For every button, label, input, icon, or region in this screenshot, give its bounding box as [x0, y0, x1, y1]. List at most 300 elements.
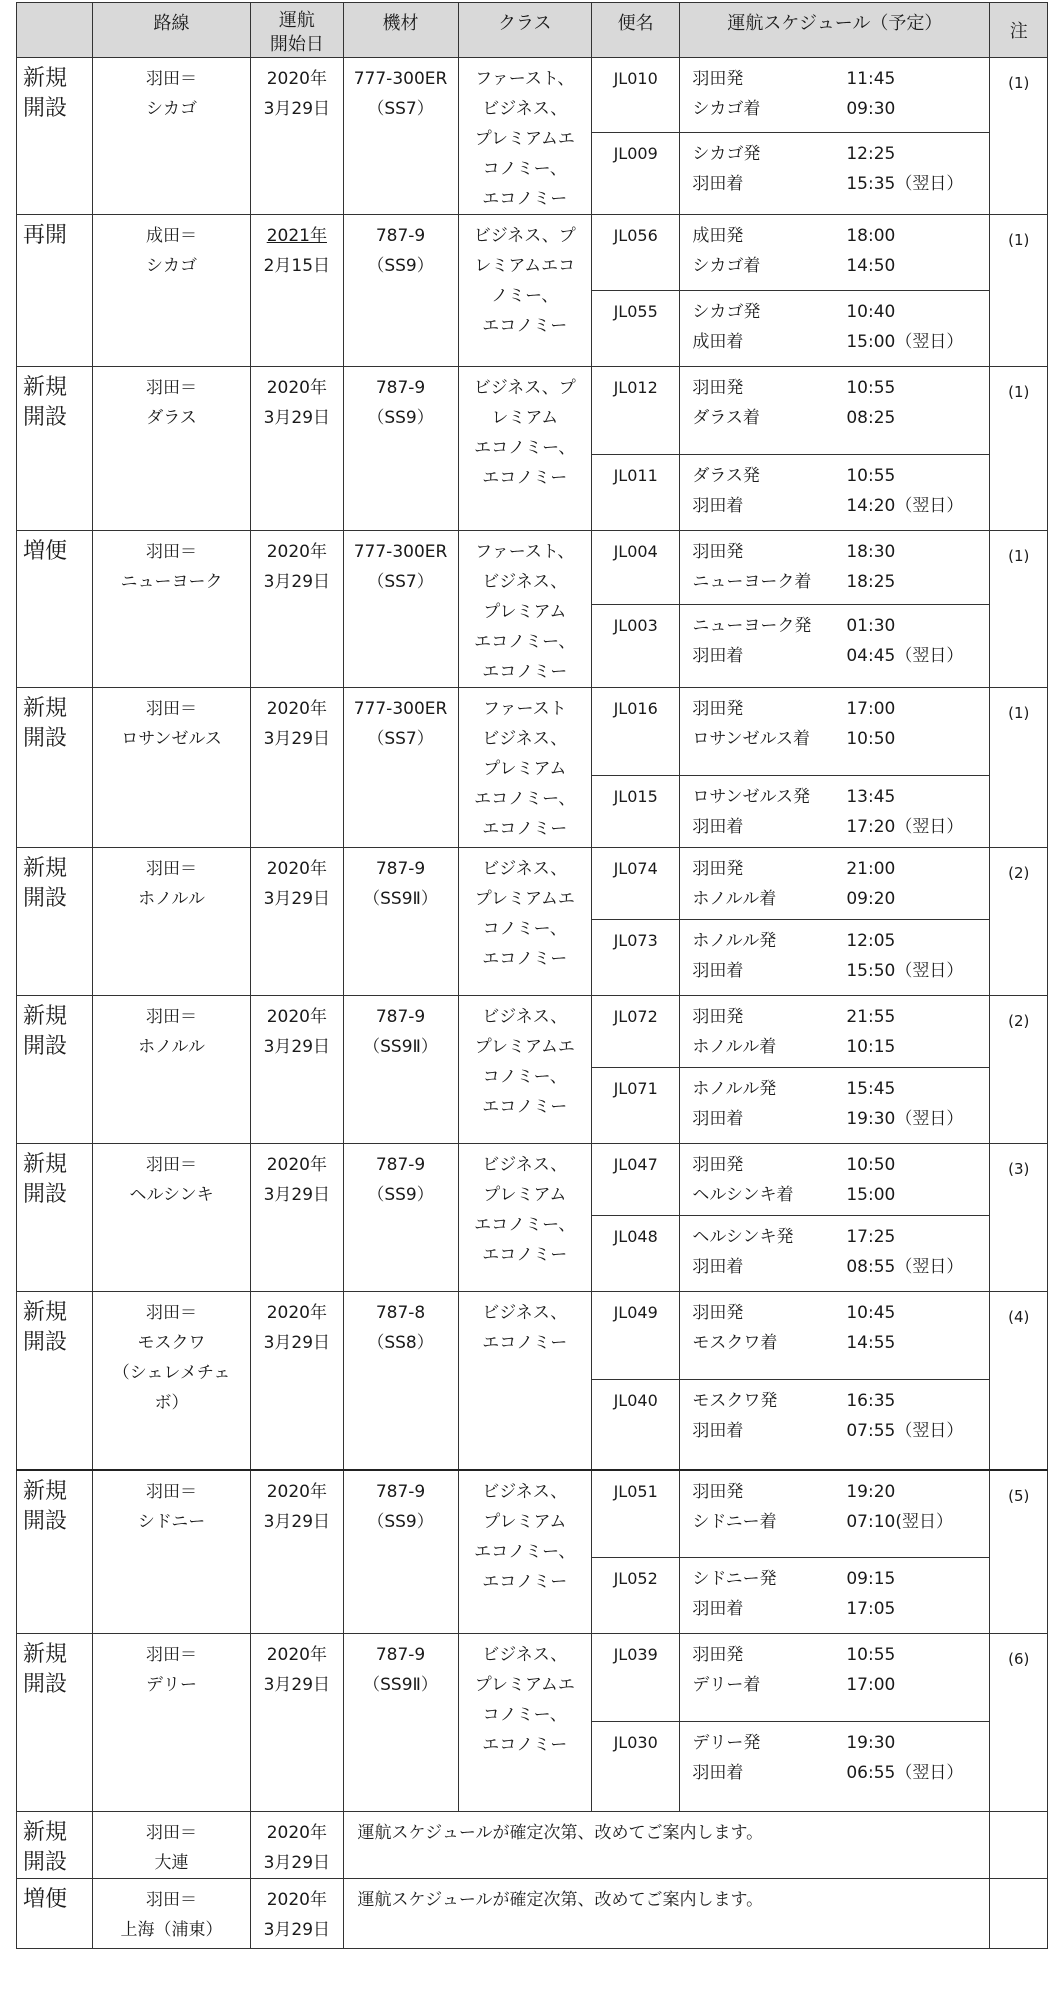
- text-line: 787-9: [375, 1007, 426, 1027]
- text-line: 新規: [23, 1478, 68, 1504]
- schedule-line: [692, 567, 989, 597]
- aircraft: [343, 688, 458, 848]
- schedule-time: 10:55: [846, 466, 896, 486]
- text-line: 羽田＝: [146, 1303, 198, 1323]
- text-line: 2020年: [266, 1890, 327, 1910]
- flight-number: JL047: [592, 1144, 680, 1216]
- flight-schedule: [680, 215, 990, 291]
- text-line: 2020年: [266, 69, 327, 89]
- flight-schedule: [680, 1634, 990, 1722]
- route-type: [17, 1812, 93, 1879]
- flight-schedule: [680, 996, 990, 1068]
- text-line: 787-9: [375, 1155, 426, 1175]
- schedule-time: 10:55: [846, 378, 896, 398]
- text-line: ビジネス、: [482, 729, 568, 749]
- route-row: [17, 688, 1048, 776]
- text-line: ビジネス、プ: [473, 378, 576, 398]
- schedule-time: 21:00: [846, 859, 896, 879]
- schedule-place: モスクワ着: [692, 1333, 778, 1353]
- schedule-line: [692, 782, 989, 812]
- text-line: シカゴ: [146, 256, 198, 276]
- flight-number: JL048: [592, 1216, 680, 1292]
- text-line: エコノミー、: [474, 438, 576, 458]
- schedule-line: [692, 1594, 989, 1624]
- start-date: [251, 58, 343, 215]
- flight-schedule: [680, 1144, 990, 1216]
- route-name: [92, 1634, 250, 1812]
- note-ref: (1): [990, 531, 1048, 688]
- schedule-tbd-message: 運航スケジュールが確定次第、改めてご案内します。: [343, 1812, 990, 1879]
- text-line: 増便: [23, 539, 68, 564]
- text-line: （SS9）: [367, 1511, 434, 1532]
- start-date: [251, 1812, 343, 1879]
- route-type: [17, 1470, 93, 1634]
- text-line: 再開: [23, 223, 68, 248]
- schedule-place: ニューヨーク着: [692, 572, 812, 592]
- schedule-line: [692, 1252, 989, 1282]
- route-row-tbd: [17, 1879, 1048, 1949]
- flight-number: JL074: [592, 848, 680, 920]
- schedule-place: 羽田着: [692, 1421, 744, 1441]
- flight-schedule: [680, 58, 990, 133]
- schedule-time: 18:00: [846, 226, 896, 246]
- start-date-year: 2021年: [266, 226, 327, 246]
- text-line: ビジネス、: [482, 1155, 568, 1175]
- schedule-line: [692, 1640, 989, 1670]
- schedule-place: ダラス発: [692, 466, 760, 486]
- schedule-time: 01:30: [846, 616, 896, 637]
- text-line: 2020年: [266, 1481, 327, 1502]
- schedule-line: [692, 327, 989, 357]
- schedule-place: 成田発: [692, 226, 744, 246]
- flight-schedule: [680, 1380, 990, 1470]
- schedule-place: 羽田着: [692, 961, 744, 981]
- schedule-line: [692, 1328, 989, 1358]
- route-name: [92, 996, 250, 1144]
- flight-number: JL039: [592, 1634, 680, 1722]
- text-line: 777-300ER: [353, 69, 448, 89]
- text-line: 2020年: [266, 1303, 327, 1323]
- flight-schedule: [680, 291, 990, 367]
- text-line: ホノルル: [138, 889, 205, 909]
- schedule-time: 07:10(翌日）: [846, 1511, 953, 1532]
- aircraft: [343, 848, 458, 996]
- route-type: [17, 688, 93, 848]
- schedule-place: 成田着: [692, 332, 744, 352]
- schedule-place: 羽田発: [692, 1155, 744, 1175]
- schedule-time: 10:45: [846, 1303, 896, 1323]
- schedule-time: 12:25: [846, 143, 896, 164]
- flight-schedule: [680, 367, 990, 455]
- schedule-place: 羽田着: [692, 817, 744, 837]
- schedule-place: 羽田発: [692, 542, 744, 562]
- text-line: エコノミー: [482, 1571, 568, 1592]
- schedule-line: [692, 1032, 989, 1062]
- text-line: ビジネス、: [482, 859, 568, 879]
- note-ref: (5): [990, 1470, 1048, 1634]
- route-row: [17, 58, 1048, 133]
- text-line: 開設: [23, 726, 68, 751]
- header-row: [17, 3, 1048, 58]
- text-line: エコノミー: [482, 819, 568, 839]
- text-line: 787-9: [375, 378, 426, 398]
- schedule-place: ニューヨーク発: [692, 616, 812, 637]
- schedule-place: 羽田発: [692, 1645, 744, 1665]
- schedule-place: シドニー着: [692, 1511, 777, 1532]
- text-line: 新規: [23, 696, 68, 721]
- schedule-time: 09:15: [846, 1569, 896, 1589]
- schedule-line: [692, 1670, 989, 1700]
- start-date: [251, 848, 343, 996]
- cabin-class: [458, 58, 591, 215]
- schedule-line: [692, 1758, 989, 1788]
- route-name: [92, 531, 250, 688]
- text-line: 羽田＝: [146, 69, 198, 89]
- text-line: エコノミー: [482, 1333, 568, 1353]
- text-line: エコノミー: [482, 316, 568, 336]
- cabin-class: [458, 1634, 591, 1812]
- flight-number: JL012: [592, 367, 680, 455]
- schedule-line: [692, 139, 989, 169]
- schedule-time: 10:40: [846, 302, 896, 322]
- text-line: 開設: [23, 1850, 68, 1875]
- text-line: 羽田＝: [146, 859, 198, 879]
- route-row: [17, 996, 1048, 1068]
- header-flight: 便名: [592, 3, 680, 58]
- text-line: プレミアムエ: [474, 1037, 575, 1057]
- text-line: 羽田＝: [146, 1890, 198, 1910]
- flight-schedule: [680, 605, 990, 688]
- text-line: ファースト、: [475, 69, 575, 89]
- schedule-time: 15:00（翌日）: [846, 332, 964, 352]
- text-line: エコノミー: [482, 468, 568, 488]
- header-class: クラス: [458, 3, 591, 58]
- schedule-place: 羽田着: [692, 1109, 744, 1129]
- schedule-place: 羽田着: [692, 1763, 744, 1783]
- text-line: 787-9: [375, 1645, 426, 1665]
- text-line: プレミアムエ: [474, 129, 575, 149]
- schedule-place: 羽田発: [692, 69, 744, 89]
- cabin-class: [458, 996, 591, 1144]
- flight-schedule: [680, 1722, 990, 1812]
- schedule-line: [692, 537, 989, 567]
- schedule-line: [692, 1150, 989, 1180]
- text-line: エコノミー: [482, 1097, 568, 1117]
- note-ref: [990, 1879, 1048, 1949]
- text-line: 開設: [23, 96, 68, 121]
- text-line: 開設: [23, 886, 68, 911]
- text-line: 787-9: [375, 859, 426, 879]
- schedule-line: [692, 461, 989, 491]
- aircraft: [343, 1144, 458, 1292]
- schedule-time: 17:25: [846, 1227, 896, 1247]
- text-line: 開設: [23, 1182, 68, 1207]
- start-date: [251, 1292, 343, 1470]
- aircraft: [343, 1634, 458, 1812]
- text-line: （SS9Ⅱ）: [363, 1675, 438, 1695]
- text-line: （SS9）: [367, 408, 434, 428]
- note-ref: (2): [990, 848, 1048, 996]
- text-line: ダラス: [146, 408, 197, 428]
- text-line: ホノルル: [138, 1037, 205, 1057]
- schedule-place: 羽田着: [692, 646, 744, 667]
- text-line: 上海（浦東）: [120, 1920, 223, 1940]
- text-line: 3月29日: [263, 1333, 331, 1353]
- text-line: プレミアム: [483, 1511, 567, 1532]
- schedule-time: 16:35: [846, 1391, 896, 1411]
- text-line: 開設: [23, 405, 68, 430]
- start-date: [251, 1634, 343, 1812]
- flight-number: JL004: [592, 531, 680, 605]
- schedule-line: [692, 926, 989, 956]
- text-line: （SS9Ⅱ）: [363, 1037, 438, 1057]
- header-start-date: 運航 開始日: [251, 3, 343, 58]
- text-line: 2020年: [266, 1823, 327, 1843]
- text-line: 羽田＝: [146, 1155, 198, 1175]
- route-name: [92, 58, 250, 215]
- text-line: （SS7）: [367, 572, 434, 592]
- text-line: ビジネス、: [482, 99, 568, 119]
- schedule-place: ロサンゼルス着: [692, 729, 810, 749]
- text-line: シカゴ: [146, 99, 198, 119]
- text-line: 787-8: [375, 1303, 426, 1323]
- flight-schedule: [680, 920, 990, 996]
- cabin-class: [458, 1144, 591, 1292]
- flight-schedule: [680, 531, 990, 605]
- schedule-line: [692, 1104, 989, 1134]
- schedule-line: [692, 694, 989, 724]
- schedule-place: シカゴ着: [692, 99, 761, 119]
- text-line: 羽田＝: [146, 1645, 198, 1665]
- schedule-time: 04:45（翌日）: [846, 646, 964, 667]
- text-line: 羽田＝: [146, 699, 198, 719]
- schedule-line: [692, 1477, 989, 1507]
- text-line: 新規: [23, 1300, 68, 1325]
- schedule-place: 羽田発: [692, 1481, 744, 1502]
- schedule-time: 18:30: [846, 542, 896, 562]
- aircraft: [343, 215, 458, 367]
- text-line: コノミー、: [482, 159, 567, 179]
- route-type: [17, 58, 93, 215]
- schedule-time: 17:20（翌日）: [846, 817, 964, 837]
- schedule-line: [692, 221, 989, 251]
- schedule-place: 羽田発: [692, 859, 744, 879]
- flight-schedule: [680, 1292, 990, 1380]
- schedule-time: 21:55: [846, 1007, 896, 1027]
- text-line: 新規: [23, 375, 68, 400]
- text-line: （SS9）: [367, 1185, 434, 1205]
- schedule-time: 17:05: [846, 1599, 896, 1619]
- flight-schedule: [680, 455, 990, 531]
- flight-schedule: [680, 1216, 990, 1292]
- flight-number: JL056: [592, 215, 680, 291]
- route-type: [17, 1879, 93, 1949]
- flight-schedule: [680, 132, 990, 214]
- header-schedule: 運航スケジュール（予定）: [680, 3, 990, 58]
- route-row-tbd: [17, 1812, 1048, 1879]
- schedule-time: 10:15: [846, 1037, 896, 1057]
- route-row: [17, 531, 1048, 605]
- text-line: プレミアムエ: [474, 889, 575, 909]
- text-line: ニューヨーク: [120, 572, 223, 592]
- flight-number: JL030: [592, 1722, 680, 1812]
- schedule-place: ダラス着: [692, 408, 760, 428]
- flight-number: JL049: [592, 1292, 680, 1380]
- text-line: （SS7）: [367, 99, 434, 119]
- text-line: プレミアムエ: [474, 1675, 575, 1695]
- text-line: エコノミー: [482, 1735, 568, 1755]
- text-line: 3月29日: [263, 408, 331, 428]
- schedule-time: 19:30: [846, 1733, 896, 1753]
- text-line: 2020年: [266, 699, 327, 719]
- schedule-line: [692, 64, 989, 94]
- note-ref: (1): [990, 215, 1048, 367]
- cabin-class: [458, 688, 591, 848]
- text-line: 3月29日: [263, 1675, 331, 1695]
- text-line: 大連: [154, 1853, 189, 1873]
- schedule-place: ホノルル発: [692, 931, 777, 951]
- schedule-line: [692, 884, 989, 914]
- text-line: エコノミー、: [474, 789, 576, 809]
- route-name: [92, 1144, 250, 1292]
- start-date: [251, 996, 343, 1144]
- text-line: ファースト: [482, 699, 567, 719]
- flight-schedule: [680, 1470, 990, 1558]
- text-line: プレミアム: [483, 602, 567, 622]
- schedule-line: [692, 1222, 989, 1252]
- text-line: コノミー、: [482, 919, 567, 939]
- text-line: モスクワ: [137, 1333, 206, 1353]
- text-line: レミアムエコ: [474, 256, 576, 276]
- schedule-time: 09:30: [846, 99, 896, 119]
- text-line: 3月29日: [263, 572, 331, 592]
- route-name: [92, 1879, 250, 1949]
- schedule-line: [692, 1416, 989, 1446]
- text-line: 新規: [23, 1004, 68, 1029]
- text-line: 羽田＝: [146, 1007, 198, 1027]
- text-line: 3月29日: [263, 1511, 331, 1532]
- text-line: 2020年: [266, 378, 327, 398]
- flight-number: JL073: [592, 920, 680, 996]
- note-ref: [990, 1812, 1048, 1879]
- aircraft: [343, 58, 458, 215]
- text-line: 羽田＝: [146, 1823, 198, 1843]
- text-line: 新規: [23, 66, 68, 91]
- route-name: [92, 1292, 250, 1470]
- aircraft: [343, 1470, 458, 1634]
- schedule-place: 羽田発: [692, 378, 744, 398]
- cabin-class: [458, 1470, 591, 1634]
- schedule-time: 15:00: [846, 1185, 896, 1205]
- text-line: 787-9: [375, 226, 426, 246]
- start-date: [251, 215, 343, 367]
- schedule-time: 14:50: [846, 256, 896, 276]
- text-line: エコノミー: [482, 189, 568, 209]
- schedule-place: ホノルル発: [692, 1079, 777, 1099]
- text-line: 777-300ER: [353, 699, 448, 719]
- schedule-time: 10:55: [846, 1645, 896, 1665]
- cabin-class: [458, 848, 591, 996]
- text-line: ビジネス、プ: [473, 226, 576, 246]
- cabin-class: [458, 531, 591, 688]
- flight-schedule: [680, 1068, 990, 1144]
- text-line: ビジネス、: [482, 1303, 568, 1323]
- text-line: 開設: [23, 1330, 68, 1355]
- flight-number: JL003: [592, 605, 680, 688]
- schedule-line: [692, 491, 989, 521]
- schedule-time: 15:45: [846, 1079, 896, 1099]
- text-line: 3月29日: [263, 889, 331, 909]
- text-line: プレミアム: [483, 759, 567, 779]
- schedule-line: [692, 1180, 989, 1210]
- text-line: エコノミー、: [474, 1541, 576, 1562]
- flight-number: JL071: [592, 1068, 680, 1144]
- schedule-time: 10:50: [846, 729, 896, 749]
- text-line: 787-9: [375, 1481, 426, 1502]
- schedule-place: ヘルシンキ着: [692, 1185, 794, 1205]
- schedule-line: [692, 297, 989, 327]
- start-date: [251, 1470, 343, 1634]
- text-line: プレミアム: [483, 1185, 567, 1205]
- text-line: ファースト、: [475, 542, 575, 562]
- schedule-line: [692, 724, 989, 754]
- schedule-line: [692, 94, 989, 124]
- route-row: [17, 1144, 1048, 1216]
- route-type: [17, 531, 93, 688]
- text-line: （SS9Ⅱ）: [363, 889, 438, 909]
- text-line: デリー: [146, 1675, 198, 1695]
- route-row: [17, 1292, 1048, 1380]
- schedule-place: シカゴ着: [692, 256, 761, 276]
- schedule-line: [692, 1564, 989, 1594]
- note-ref: (3): [990, 1144, 1048, 1292]
- note-ref: (1): [990, 688, 1048, 848]
- route-name: [92, 1470, 250, 1634]
- text-line: 新規: [23, 1642, 68, 1667]
- text-line: （シェレメチェ: [112, 1363, 231, 1383]
- start-date: [251, 531, 343, 688]
- schedule-place: モスクワ発: [692, 1391, 778, 1411]
- schedule-time: 17:00: [846, 699, 896, 719]
- text-line: 羽田＝: [146, 378, 198, 398]
- text-line: 開設: [23, 1672, 68, 1697]
- route-name: [92, 848, 250, 996]
- flight-number: JL016: [592, 688, 680, 776]
- route-name: [92, 1812, 250, 1879]
- flight-schedule: [680, 776, 990, 848]
- flight-number: JL009: [592, 132, 680, 214]
- text-line: エコノミー、: [474, 1215, 576, 1235]
- route-type: [17, 996, 93, 1144]
- schedule-time: 19:20: [846, 1481, 896, 1502]
- schedule-line: [692, 1002, 989, 1032]
- schedule-table: [16, 2, 1048, 1949]
- header-route: 路線: [92, 3, 250, 58]
- text-line: エコノミー: [482, 662, 568, 682]
- route-name: [92, 367, 250, 531]
- text-line: 2020年: [266, 1007, 327, 1027]
- schedule-place: ヘルシンキ発: [692, 1227, 794, 1247]
- schedule-place: ホノルル着: [692, 889, 777, 909]
- text-line: ノミー、: [491, 286, 559, 306]
- schedule-time: 10:50: [846, 1155, 896, 1175]
- route-row: [17, 1634, 1048, 1722]
- text-line: 2020年: [266, 542, 327, 562]
- text-line: 3月29日: [263, 99, 331, 119]
- text-line: 777-300ER: [353, 542, 448, 562]
- schedule-line: [692, 403, 989, 433]
- text-line: 新規: [23, 1820, 68, 1845]
